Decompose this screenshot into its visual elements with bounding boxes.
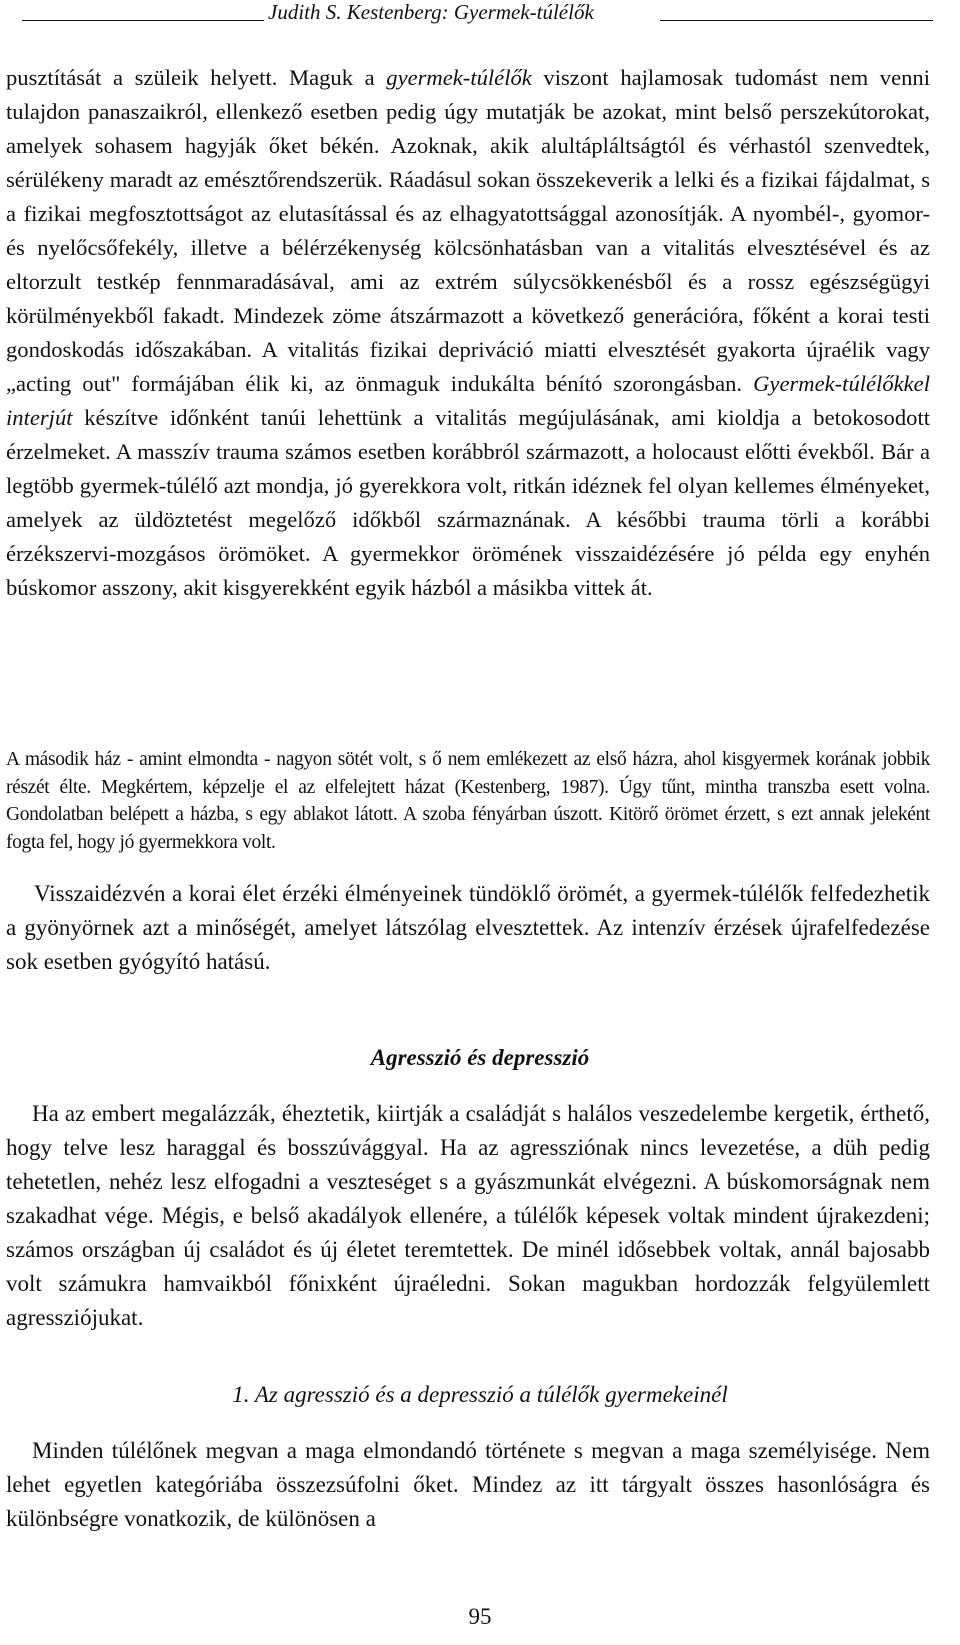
running-header [0, 0, 960, 28]
page-number: 95 [468, 1604, 492, 1629]
paragraph-1-part-c: készítve időnként tanúi lehettünk a vitalitás megújulásának, ami kioldja a betokosodott érzelmeket. A masszív trauma számos esetben korábbról származott, a holocaust előtti évekből. Bár a legtöbb gyermek-túlélő azt mondja, jó gyerekkora volt, ritkán idéznek fel olyan kellemes élményeket, amelyek az üldöztetést megelőző időkből származnának. A későbbi trauma törli a korábbi érzékszervi-mozgásos örömöket. A gyermekkor örömének visszaidézésére jó példa egy enyhén búskomor asszony, akit kisgyerekként egyik házból a másikba vittek át. [6, 405, 930, 600]
paragraph-1-part-b: viszont hajlamosak tudomást nem venni tulajdon panaszaikról, ellenkező esetben pedig úgy mutatják be azokat, mint belső perszekútorokat, amelyek sohasem hagyják őket békén. Azoknak, akik alultápláltságtól és vérhastól szenvedtek, sérülékeny maradt az emésztőrendszerük. Ráadásul sokan összekeverik a lelki és a fizikai fájdalmat, s a fizikai megfosztottságot az elutasítással és az elhagyatottsággal azonosítják. A nyombél-, gyomor- és nyelőcsőfekély, illetve a bélérzékenység kölcsönhatásban van a vitalitás elvesztésével és az eltorzult testkép fennmaradásával, ami az extrém súlycsökkenésből és a rossz egészségügyi körülményekből fakadt. Mindezek zöme átszármazott a következő generációra, főként a korai testi gondoskodás időszakában. A vitalitás fizikai depriváció miatti elvesztését gyakorta újraélik vagy „acting out" formájában élik ki, az önmaguk indukálta bénító szorongásban. [6, 65, 930, 396]
paragraph-1 [6, 61, 930, 605]
paragraph-1-italic-phrase: Gyermek-túlélőkkel interjút [6, 371, 930, 430]
paragraph-1-part-a: pusztítását a szüleik helyett. Maguk a [6, 65, 387, 90]
header-rule-right [660, 20, 933, 21]
subsection-heading: 1. Az agresszió és a depresszió a túlélők gyermekeinél [232, 1382, 728, 1407]
paragraph-4: Minden túlélőnek megvan a maga elmondandó története s megvan a maga személyisége. Nem lehet egyetlen kategóriába összezsúfolni őket. Mindez az itt tárgyalt összes hasonlóságra és különbségre vonatkozik, de különösen a [6, 1438, 930, 1531]
paragraph-2: Visszaidézvén a korai élet érzéki élményeinek tündöklő örömét, a gyermek-túlélők felfedezhetik a gyönyörnek azt a minőségét, amelyet látszólag elvesztettek. Az intenzív érzések újrafelfedezése sok esetben gyógyító hatású. [6, 881, 930, 974]
running-title: Judith S. Kestenberg: Gyermek-túlélők [268, 0, 594, 24]
paragraph-1-italic-term: gyermek-túlélők [386, 65, 532, 90]
section-heading: Agresszió és depresszió [370, 1045, 590, 1070]
paragraph-3: Ha az embert megalázzák, éheztetik, kiirtják a családját s halálos veszedelembe kergetik, érthető, hogy telve lesz haraggal és bosszúvággyal. Ha az agressziónak nincs levezetése, a düh pedig tehetetlen, nehéz lesz elfogadni a veszteséget s a gyászmunkát elvégezni. A búskomorságnak nem szakadhat vége. Mégis, e belső akadályok ellenére, a túlélők képesek voltak mindent újrakezdeni; számos országban új családot és új életet teremtettek. De minél idősebbek voltak, annál bajosabb volt számukra hamvaikból főnixként újraéledni. Sokan magukban hordozzák felgyülemlett agressziójukat. [6, 1101, 930, 1330]
block-quote: A második ház - amint elmondta - nagyon sötét volt, s ő nem emlékezett az első házra, ahol kisgyermek korának jobbik részét élte. Megkértem, képzelje el az elfelejtett házat (Kestenberg, 1987). Úgy tűnt, mintha transzba esett volna. Gondolatban belépett a házba, s egy ablakot látott. A szoba fényárban úszott. Kitörő örömet érzett, s ezt annak jeleként fogta fel, hogy jó gyermekkora volt. [6, 749, 930, 853]
header-rule-left [22, 20, 264, 21]
